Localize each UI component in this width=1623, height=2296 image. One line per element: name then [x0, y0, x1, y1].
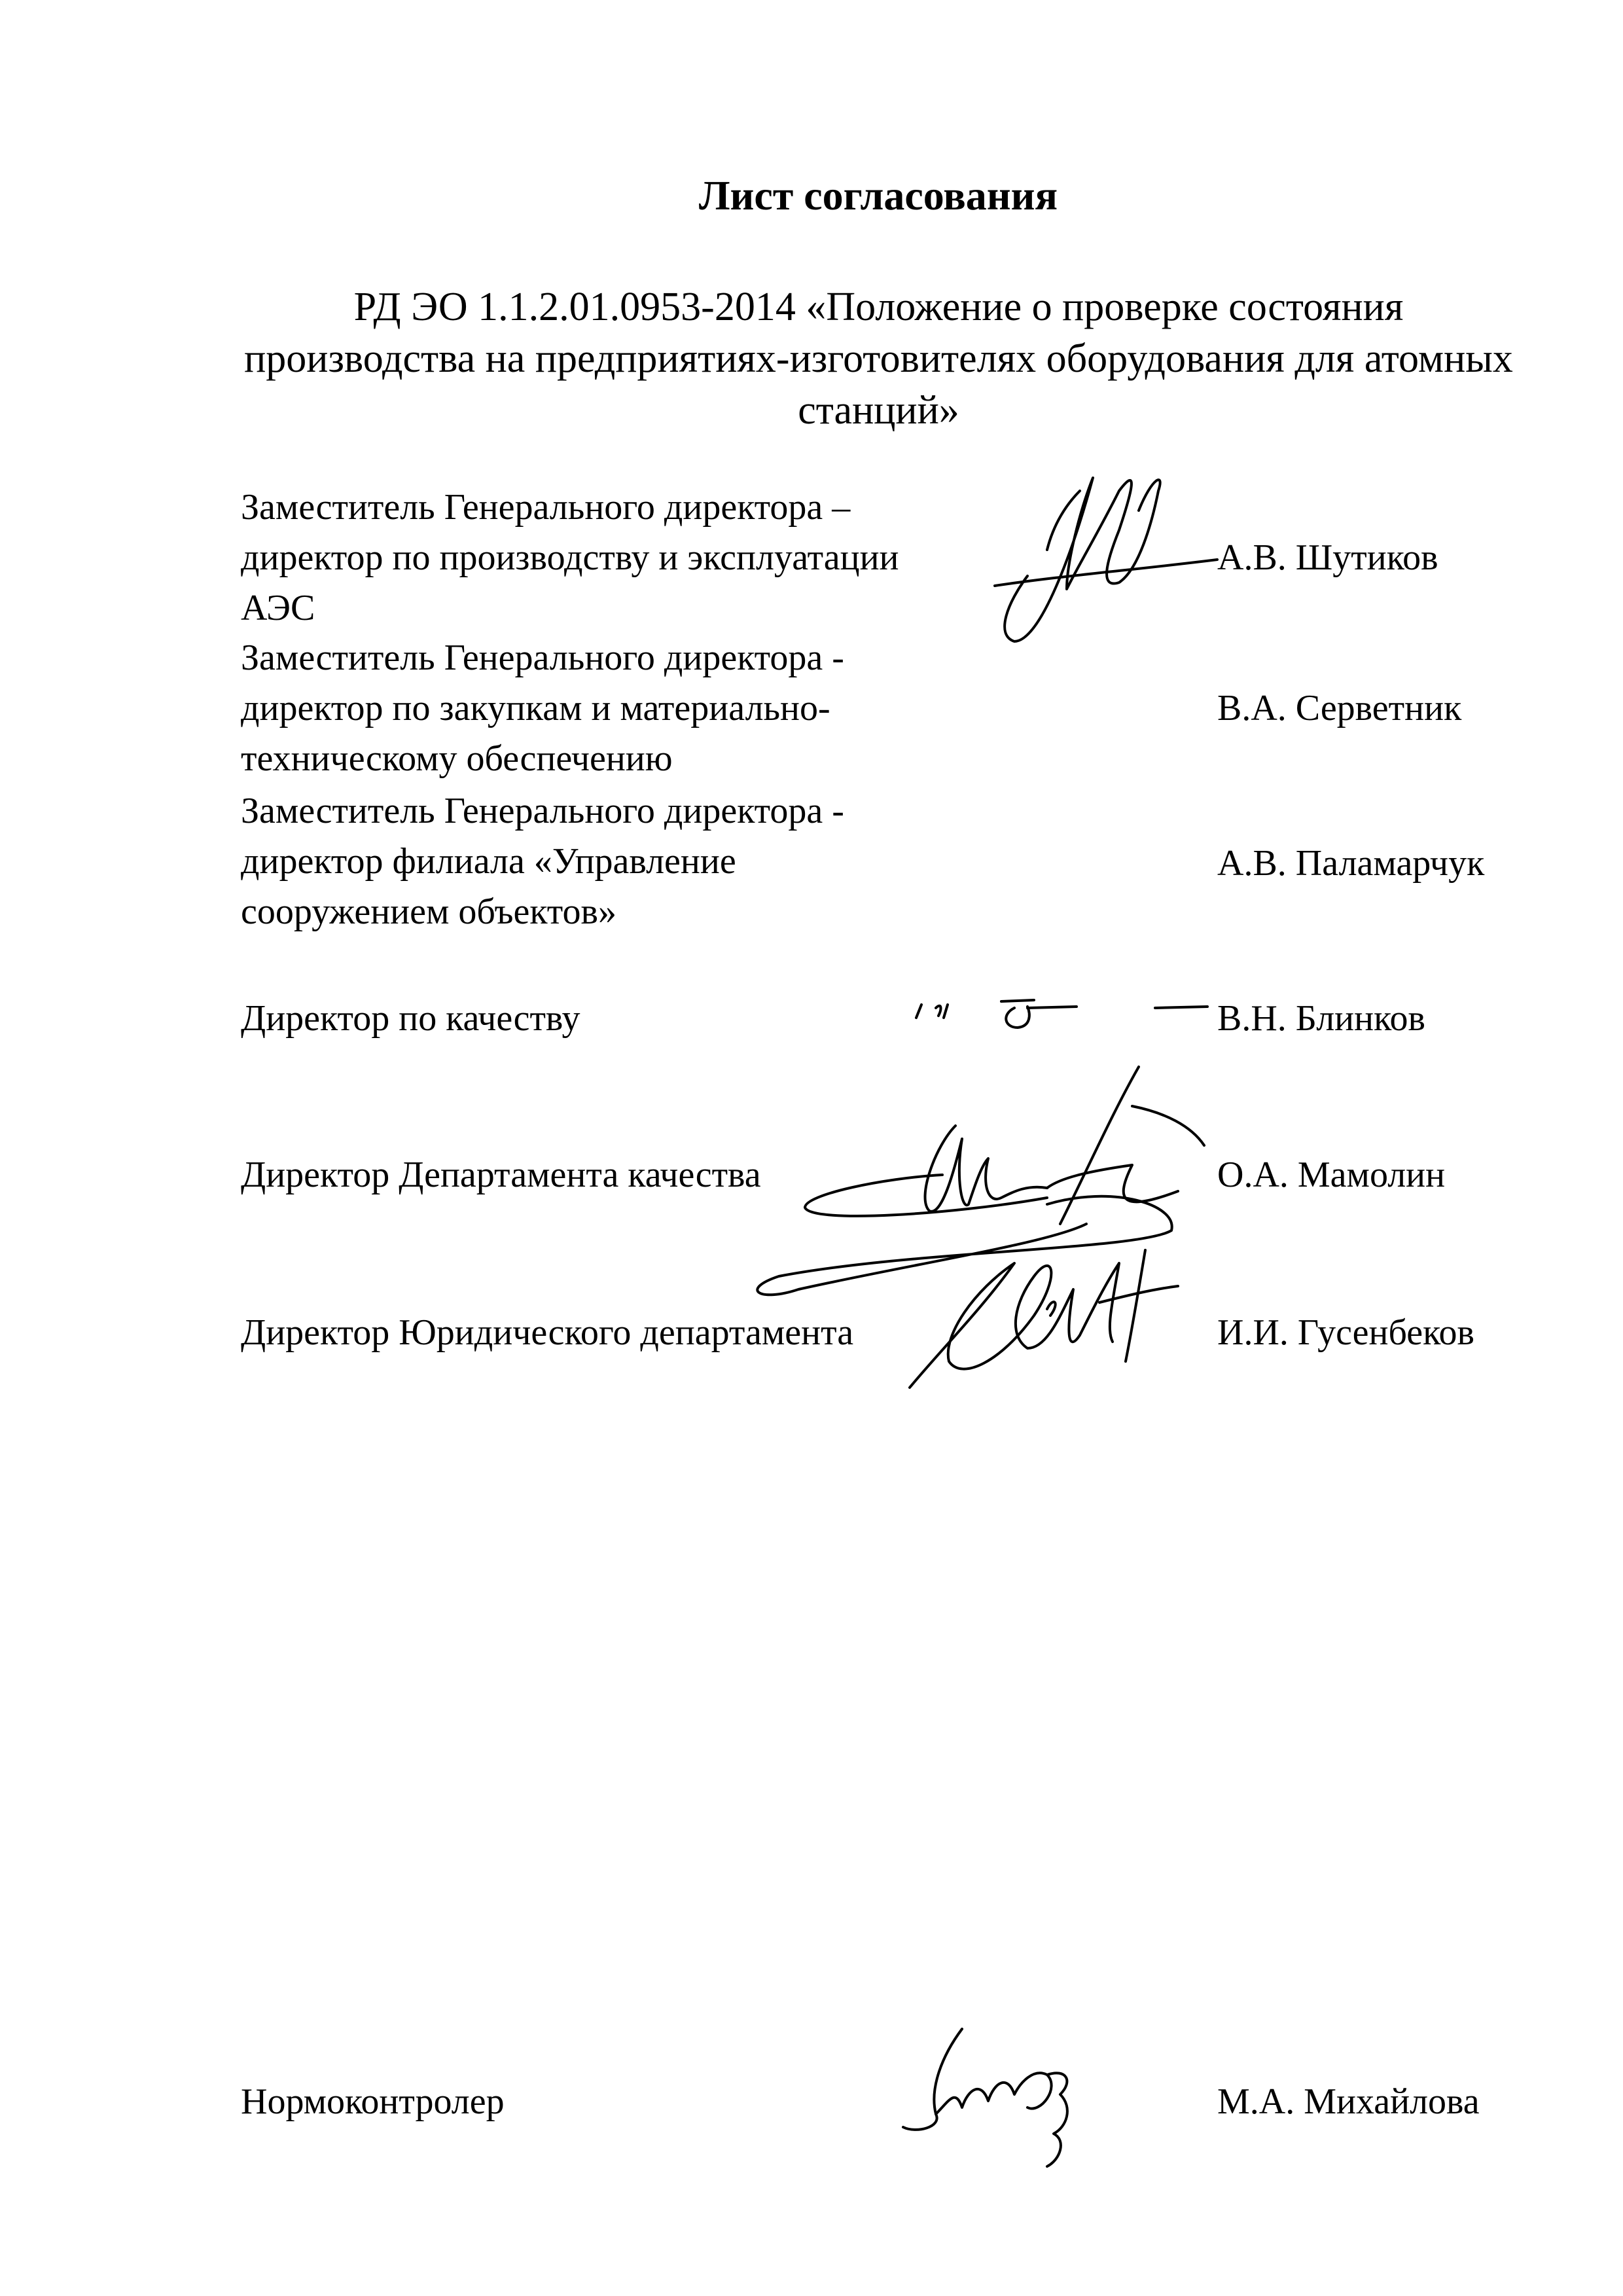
signatory-name-4: В.Н. Блинков — [1217, 998, 1425, 1039]
signatory-name-3: А.В. Паламарчук — [1217, 843, 1485, 884]
page-title: Лист согласования — [698, 172, 1058, 219]
signatory-role-3: Заместитель Генерального директора - директор филиала «Управление сооружением объектов» — [241, 791, 844, 932]
signatory-role-4: Директор по качеству — [241, 998, 580, 1039]
signatory-role-6: Директор Юридического департамента — [241, 1312, 854, 1353]
signature-gusenbekov — [903, 1237, 1217, 1394]
signature-blinkov — [910, 982, 1217, 1041]
signature-mikhaylova — [890, 2016, 1106, 2173]
signatory-role-2: Заместитель Генерального директора - директор по закупкам и материально-техническому обеспечению — [241, 637, 844, 779]
signatory-name-2: В.А. Серветник — [1217, 688, 1462, 728]
signatory-role-5: Директор Департамента качества — [241, 1155, 761, 1195]
document-subtitle: РД ЭО 1.1.2.01.0953-2014 «Положение о проверке состояния производства на предприятиях-изготовителях оборудования для атомных станций» — [244, 285, 1513, 433]
normcontrol-name: М.А. Михайлова — [1217, 2081, 1480, 2122]
signatory-name-5: О.А. Мамолин — [1217, 1155, 1446, 1195]
signatory-role-1: Заместитель Генерального директора – директор по производству и эксплуатации АЭС — [241, 487, 899, 628]
normcontrol-role: Нормоконтролер — [241, 2081, 505, 2122]
signatory-name-6: И.И. Гусенбеков — [1217, 1312, 1474, 1353]
signature-shutikov — [969, 452, 1230, 661]
signatory-name-1: А.В. Шутиков — [1217, 537, 1438, 578]
